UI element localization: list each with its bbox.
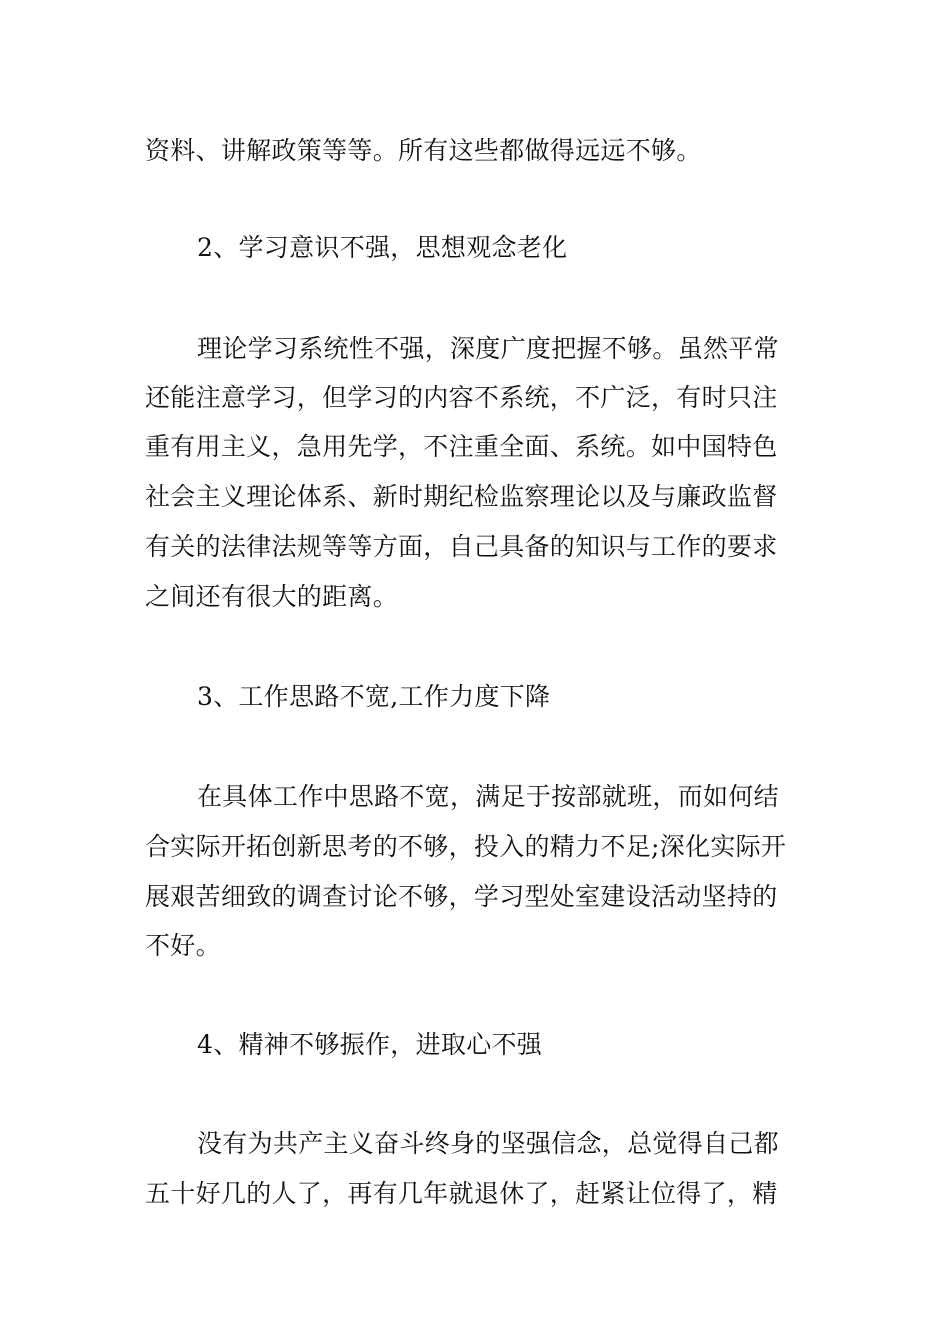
paragraph-line: 合实际开拓创新思考的不够，投入的精力不足;深化实际开 <box>145 832 787 861</box>
text-line: 资料、讲解政策等等。所有这些都做得远远不够。 <box>145 136 702 165</box>
paragraph-line: 重有用主义，急用先学，不注重全面、系统。如中国特色 <box>145 432 778 461</box>
section-heading-3: 3、工作思路不宽,工作力度下降 <box>197 682 551 711</box>
paragraph-line: 之间还有很大的距离。 <box>145 582 399 611</box>
paragraph-line: 展艰苦细致的调查讨论不够，学习型处室建设活动坚持的 <box>145 882 778 911</box>
paragraph-line: 在具体工作中思路不宽，满足于按部就班，而如何结 <box>197 782 779 811</box>
section-heading-2: 2、学习意识不强，思想观念老化 <box>197 233 568 262</box>
paragraph-line: 五十好几的人了，再有几年就退休了，赶紧让位得了，精 <box>145 1179 778 1208</box>
paragraph-line: 有关的法律法规等等方面，自己具备的知识与工作的要求 <box>145 532 778 561</box>
paragraph-line: 不好。 <box>145 931 221 960</box>
paragraph-line: 没有为共产主义奋斗终身的坚强信念，总觉得自己都 <box>197 1129 779 1158</box>
section-heading-4: 4、精神不够振作，进取心不强 <box>197 1030 543 1059</box>
paragraph-line: 还能注意学习，但学习的内容不系统，不广泛，有时只注 <box>145 383 778 412</box>
paragraph-line: 理论学习系统性不强，深度广度把握不够。虽然平常 <box>197 334 779 363</box>
paragraph-line: 社会主义理论体系、新时期纪检监察理论以及与廉政监督 <box>145 482 778 511</box>
